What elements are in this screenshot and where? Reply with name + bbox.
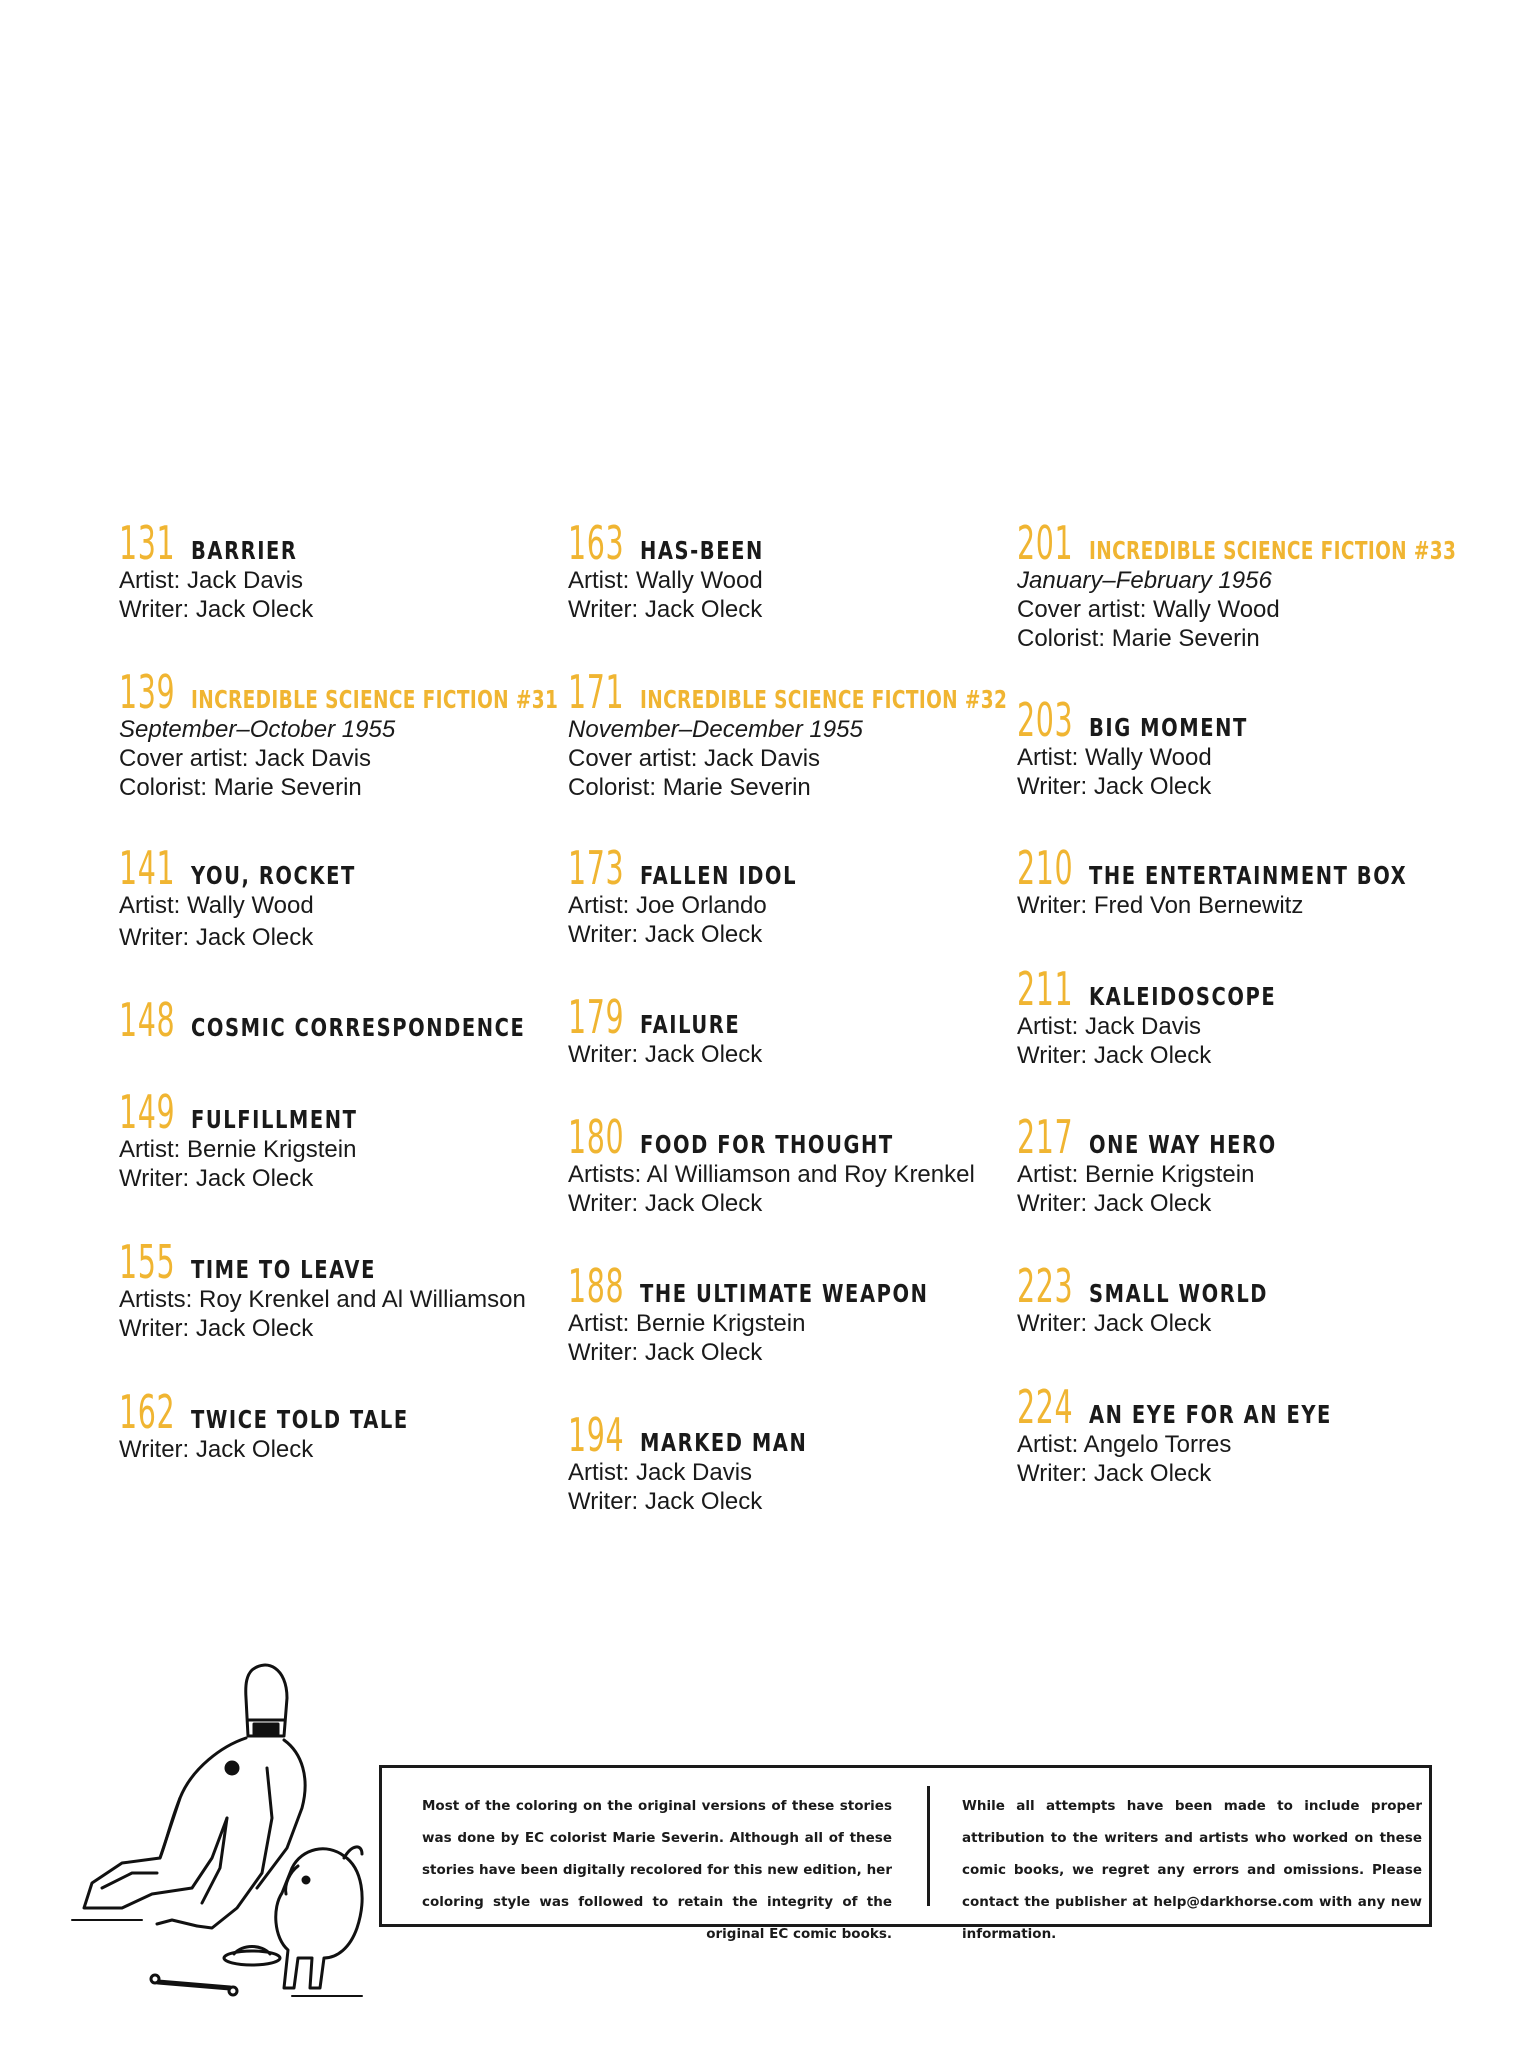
credit-line: Writer: Jack Oleck — [568, 1488, 763, 1515]
page-number: 171 — [568, 665, 625, 719]
credit-line: Artist: Bernie Krigstein — [119, 1136, 357, 1163]
page-number: 179 — [568, 990, 625, 1044]
credit-line: Writer: Jack Oleck — [568, 1041, 763, 1068]
issue-title: INCREDIBLE SCIENCE FICTION #31 — [191, 685, 559, 714]
credit-line: Artists: Roy Krenkel and Al Williamson — [119, 1286, 526, 1313]
credit-line: Artist: Wally Wood — [119, 892, 314, 919]
page-number: 180 — [568, 1110, 625, 1164]
credit-line: Writer: Jack Oleck — [1017, 1310, 1212, 1337]
page-number: 210 — [1017, 841, 1074, 895]
credit-line: Writer: Jack Oleck — [119, 596, 314, 623]
credit-line: Writer: Jack Oleck — [119, 924, 314, 951]
toc-entry — [568, 1259, 1028, 1367]
toc-entry-issue — [119, 665, 579, 802]
page-number: 149 — [119, 1085, 176, 1139]
page-number: 163 — [568, 516, 625, 570]
story-title: FULFILLMENT — [191, 1105, 358, 1134]
story-title: COSMIC CORRESPONDENCE — [191, 1013, 526, 1042]
credit-line: Writer: Jack Oleck — [1017, 1042, 1212, 1069]
page-number: 173 — [568, 841, 625, 895]
toc-entry — [1017, 841, 1477, 920]
credit-line: Writer: Jack Oleck — [568, 1190, 763, 1217]
story-title: BIG MOMENT — [1089, 713, 1248, 742]
credit-line: Artist: Wally Wood — [1017, 744, 1212, 771]
credit-line: Cover artist: Jack Davis — [568, 745, 821, 772]
credit-line: Artist: Jack Davis — [119, 567, 304, 594]
toc-entry — [1017, 693, 1477, 801]
page-number: 211 — [1017, 962, 1074, 1016]
notes-divider — [927, 1786, 930, 1906]
credit-line: Colorist: Marie Severin — [1017, 625, 1260, 652]
toc-entry — [119, 841, 579, 952]
credit-line: Writer: Jack Oleck — [119, 1315, 314, 1342]
credit-line: Artist: Wally Wood — [568, 567, 763, 594]
issue-date: November–December 1955 — [568, 716, 863, 743]
story-title: TIME TO LEAVE — [191, 1255, 376, 1284]
coloring-note: Most of the coloring on the original versions of these stories was done by EC colorist Marie Severin. Although all of these stories have been digitally recolored for this new edition, her coloring style was followed to retain the integrity of the original EC comic books. — [422, 1798, 892, 1942]
credit-line: Artist: Bernie Krigstein — [568, 1310, 806, 1337]
issue-date: September–October 1955 — [119, 716, 396, 743]
story-title: KALEIDOSCOPE — [1089, 982, 1277, 1011]
toc-entry — [119, 993, 579, 1047]
credit-line: Artist: Angelo Torres — [1017, 1431, 1232, 1458]
toc-entry — [1017, 1110, 1477, 1218]
page-number: 217 — [1017, 1110, 1074, 1164]
story-title: THE ULTIMATE WEAPON — [640, 1279, 929, 1308]
credit-line: Artist: Bernie Krigstein — [1017, 1161, 1255, 1188]
toc-entry — [119, 1085, 579, 1193]
page-number: 162 — [119, 1385, 176, 1439]
toc-entry — [1017, 1380, 1477, 1488]
story-title: HAS-BEEN — [640, 536, 764, 565]
toc-entry-issue — [1017, 516, 1477, 653]
credit-line: Cover artist: Wally Wood — [1017, 596, 1280, 623]
issue-date: January–February 1956 — [1017, 567, 1272, 594]
page-number: 224 — [1017, 1380, 1074, 1434]
credit-line: Writer: Jack Oleck — [119, 1165, 314, 1192]
toc-entry — [119, 1235, 579, 1343]
story-title: SMALL WORLD — [1089, 1279, 1269, 1308]
credit-line: Writer: Jack Oleck — [568, 921, 763, 948]
story-title: BARRIER — [191, 536, 298, 565]
page-number: 194 — [568, 1408, 625, 1462]
issue-title: INCREDIBLE SCIENCE FICTION #32 — [640, 685, 1008, 714]
toc-entry — [119, 516, 579, 624]
story-title: TWICE TOLD TALE — [191, 1405, 409, 1434]
issue-title: INCREDIBLE SCIENCE FICTION #33 — [1089, 536, 1457, 565]
attribution-note: While all attempts have been made to include proper attribution to the writers and artists who worked on these comic books, we regret any errors and omissions. Please contact the publisher at help@darkhorse.com with any new information. — [962, 1798, 1422, 1942]
toc-entry — [568, 1110, 1028, 1218]
credit-line: Cover artist: Jack Davis — [119, 745, 372, 772]
credit-line: Artist: Jack Davis — [568, 1459, 753, 1486]
story-title: FALLEN IDOL — [640, 861, 798, 890]
credit-line: Colorist: Marie Severin — [568, 774, 811, 801]
toc-entry — [568, 841, 1028, 949]
notes-box — [379, 1765, 1432, 1942]
story-title: YOU, ROCKET — [191, 861, 356, 890]
credit-line: Writer: Fred Von Bernewitz — [1017, 892, 1304, 919]
story-title: AN EYE FOR AN EYE — [1089, 1400, 1332, 1429]
toc-entry — [1017, 962, 1477, 1070]
credit-line: Colorist: Marie Severin — [119, 774, 362, 801]
story-title: THE ENTERTAINMENT BOX — [1089, 861, 1408, 890]
credit-line: Writer: Jack Oleck — [1017, 773, 1212, 800]
credit-line: Writer: Jack Oleck — [1017, 1460, 1212, 1487]
page-number: 139 — [119, 665, 176, 719]
page-number: 188 — [568, 1259, 625, 1313]
story-title: FAILURE — [640, 1010, 741, 1039]
credit-line: Artist: Joe Orlando — [568, 892, 767, 919]
page-number: 148 — [119, 993, 176, 1047]
credit-line: Artist: Jack Davis — [1017, 1013, 1202, 1040]
story-title: FOOD FOR THOUGHT — [640, 1130, 894, 1159]
credit-line: Writer: Jack Oleck — [1017, 1190, 1212, 1217]
toc-entry — [568, 516, 1028, 624]
credit-line: Writer: Jack Oleck — [568, 1339, 763, 1366]
toc-entry — [119, 1385, 579, 1464]
page-number: 131 — [119, 516, 176, 570]
page-number: 223 — [1017, 1259, 1074, 1313]
toc-entry — [568, 1408, 1028, 1516]
page-number: 201 — [1017, 516, 1074, 570]
credit-line: Artists: Al Williamson and Roy Krenkel — [568, 1161, 975, 1188]
page-number: 141 — [119, 841, 176, 895]
toc-entry — [568, 990, 1028, 1069]
toc-entry — [1017, 1259, 1477, 1338]
credit-line: Writer: Jack Oleck — [119, 1436, 314, 1463]
story-title: ONE WAY HERO — [1089, 1130, 1277, 1159]
page-number: 155 — [119, 1235, 176, 1289]
robot-and-dog-illustration — [62, 1658, 422, 1998]
credit-line: Writer: Jack Oleck — [568, 596, 763, 623]
page-number: 203 — [1017, 693, 1074, 747]
story-title: MARKED MAN — [640, 1428, 808, 1457]
toc-entry-issue — [568, 665, 1028, 802]
